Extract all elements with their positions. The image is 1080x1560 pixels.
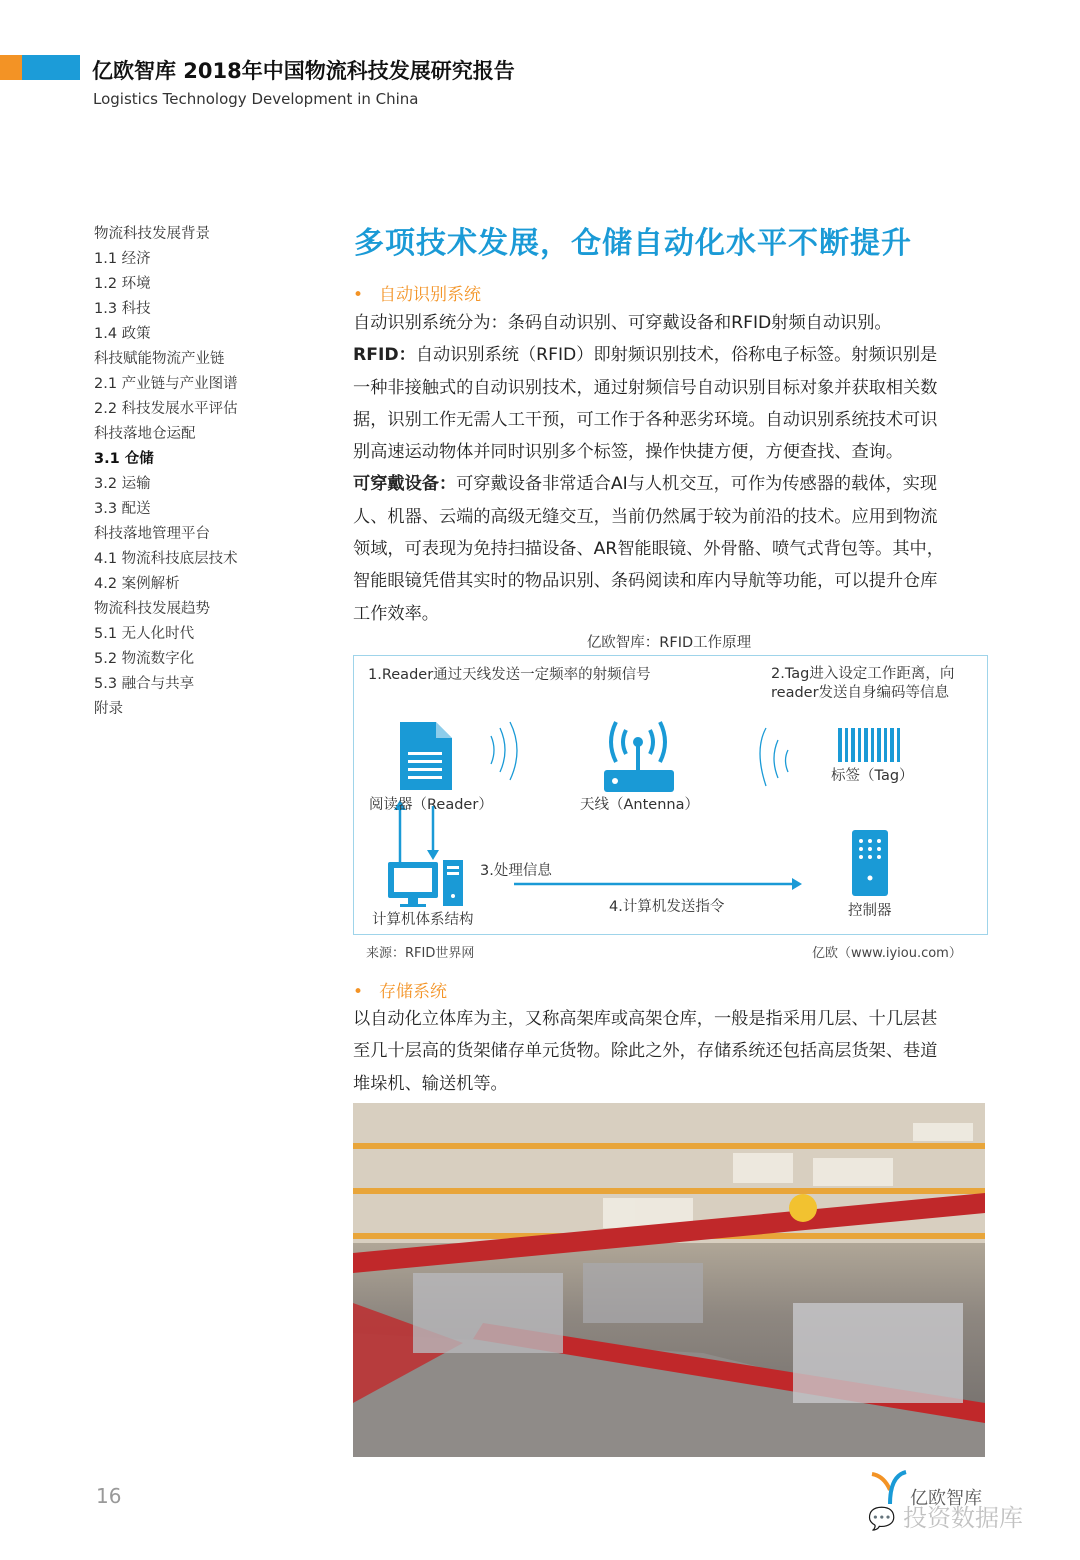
toc-item[interactable]: 1.2 环境 [94, 276, 151, 292]
toc-item[interactable]: 2.1 产业链与产业图谱 [94, 376, 238, 392]
step3-label: 3.处理信息 [480, 863, 552, 879]
controller-label: 控制器 [848, 903, 892, 919]
toc-item[interactable]: 4.2 案例解析 [94, 576, 180, 592]
toc-item[interactable]: 5.3 融合与共享 [94, 676, 195, 692]
toc-item[interactable]: 科技赋能物流产业链 [94, 351, 225, 367]
report-subtitle: Logistics Technology Development in China [93, 90, 419, 108]
toc-item[interactable]: 2.2 科技发展水平评估 [94, 401, 238, 417]
section2-body: 以自动化立体库为主，又称高架库或高架仓库，一般是指采用几层、十几层甚 至几十层高的货架储存单元货物。除此之外，存储系统还包括高层货架、巷道 堆垛机、输送机等。 [353, 1009, 938, 1094]
antenna-icon [604, 722, 674, 792]
toc-item[interactable]: 5.1 无人化时代 [94, 626, 195, 642]
header-accent-orange [0, 55, 22, 80]
reader-label: 阅读器（Reader） [369, 797, 493, 813]
section-title-auto-id: • 自动识别系统 [353, 285, 482, 305]
controller-remote-icon [852, 830, 888, 896]
section1-body: 自动识别系统分为：条码自动识别、可穿戴设备和RFID射频自动识别。 RFID：自动识别系统（RFID）即射频识别技术，俗称电子标签。射频识别是 一种非接触式的自动识别技术，通过射频信号自动识别目标对象并获取相关数 据，识别工作无需人工干预，可工作于各种恶劣环境。自动识别系统技术可识 别高速运动物体并同时识别多个标签，操作快捷方便，方便查找、查询。 可穿戴设备：可穿戴设备非常适合AI与人机交互，可作为传感器的载体，实现 人、机器、云端的高级无缝交互，当前仍然属于较为前沿的技术。应用到物流 领域，可表现为免持扫描设备、AR智能眼镜、外骨骼、喷气式背包等。其中， 智能眼镜凭借其实时的物品识别、条码阅读和库内导航等功能，可以提升仓库 工作效率。 [353, 313, 944, 624]
toc-item[interactable]: 3.1 仓储 [94, 451, 154, 467]
figure-credit: 亿欧（www.iyiou.com） [812, 946, 962, 961]
warehouse-illustration [353, 1103, 985, 1457]
computer-label: 计算机体系结构 [372, 912, 474, 928]
step2-label: 2.Tag进入设定工作距离，向 reader发送自身编码等信息 [771, 666, 955, 701]
step4-label: 4.计算机发送指令 [609, 899, 725, 915]
barcode-tag-icon [838, 728, 900, 762]
document-reader-icon [400, 722, 452, 790]
section-title-storage: • 存储系统 [353, 982, 448, 1002]
toc-item[interactable]: 4.1 物流科技底层技术 [94, 551, 238, 567]
toc-item[interactable]: 5.2 物流数字化 [94, 651, 195, 667]
watermark: 💬 投资数据库 [868, 1504, 1024, 1532]
toc-item[interactable]: 3.3 配送 [94, 501, 151, 517]
header-accent-blue [22, 55, 80, 80]
toc-item[interactable]: 1.3 科技 [94, 301, 151, 317]
tag-label: 标签（Tag） [831, 768, 914, 784]
table-of-contents [94, 222, 238, 722]
antenna-label: 天线（Antenna） [580, 797, 699, 813]
toc-item[interactable]: 物流科技发展背景 [94, 226, 210, 242]
page-heading: 多项技术发展，仓储自动化水平不断提升 [354, 226, 912, 261]
figure-source: 来源：RFID世界网 [366, 946, 475, 961]
toc-item[interactable]: 1.4 政策 [94, 326, 151, 342]
rfid-diagram [353, 655, 988, 935]
toc-item[interactable]: 科技落地管理平台 [94, 526, 210, 542]
computer-icon [388, 860, 463, 907]
figure-caption: 亿欧智库：RFID工作原理 [586, 635, 752, 651]
page-number: 16 [96, 1484, 122, 1508]
toc-item[interactable]: 3.2 运输 [94, 476, 151, 492]
warehouse-conveyor-photo [353, 1103, 985, 1457]
toc-item[interactable]: 附录 [94, 701, 123, 717]
toc-item[interactable]: 物流科技发展趋势 [94, 601, 210, 617]
report-title: 亿欧智库 2018年中国物流科技发展研究报告 [92, 59, 515, 83]
step1-label: 1.Reader通过天线发送一定频率的射频信号 [368, 667, 651, 683]
toc-item[interactable]: 科技落地仓运配 [94, 426, 196, 442]
toc-item[interactable]: 1.1 经济 [94, 251, 151, 267]
footer-logo-text: 亿欧智库 [910, 1488, 982, 1509]
